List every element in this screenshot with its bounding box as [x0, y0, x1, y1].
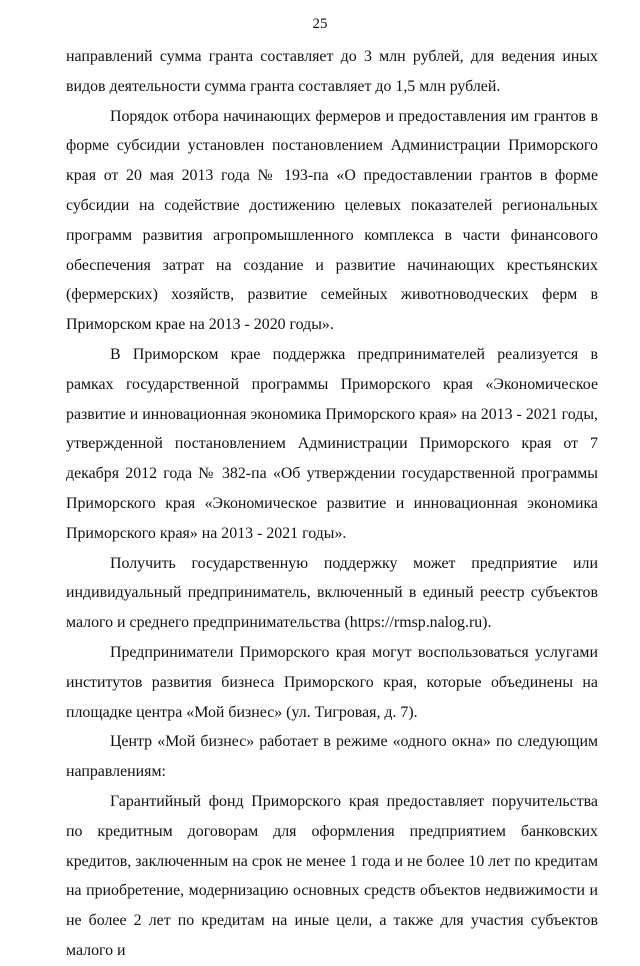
paragraph-business-institutes: Предприниматели Приморского края могут воспользоваться услугами институтов развития бизнеса Приморского края, которые объединены на площадке центра «Мой бизнес» (ул. Тигровая, д. 7). — [66, 643, 598, 721]
paragraph-guarantee-fund: Гарантийный фонд Приморского края предоставляет поручительства по кредитным договорам для оформления предприятием банковских кредитов, заключенным на срок не менее 1 года и не более 10 лет по кредитам на приобретение, модернизацию основных средств объектов недвижимости и не более 2 лет по кредитам на иные цели, а также для участия субъектов малого и — [66, 792, 598, 959]
paragraph-grant-amounts: направлений сумма гранта составляет до 3 млн рублей, для ведения иных видов деятельности сумма гранта составляет до 1,5 млн рублей. — [66, 48, 598, 95]
paragraph-farmer-selection: Порядок отбора начинающих фермеров и предоставления им грантов в форме субсидии установлен постановлением Администрации Приморского края от 20 мая 2013 года № 193-па «О предоставлении грантов в форме субсидии на содействие достижению целевых показателей региональных программ развития агропромышленного комплекса в части финансового обеспечения затрат на создание и развитие начинающих крестьянских (фермерских) хозяйств, развитие семейных животноводческих ферм в Приморском крае на 2013 - 2020 годы». — [66, 107, 598, 334]
paragraph-state-program: В Приморском крае поддержка предпринимателей реализуется в рамках государственной программы Приморского края «Экономическое развитие и инновационная экономика Приморского края» на 2013 - 2021 годы, утвержденной постановлением Администрации Приморского края от 7 декабря 2012 года № 382-па «Об утверждении государственной программы Приморского края «Экономическое развитие и инновационная экономика Приморского края» на 2013 - 2021 годы». — [66, 345, 598, 542]
page-number: 25 — [312, 16, 328, 32]
document-body — [66, 42, 598, 966]
paragraph-eligibility: Получить государственную поддержку может предприятие или индивидуальный предприниматель, включенный в единый реестр субъектов малого и среднего предпринимательства (https://rmsp.nalog.ru). — [66, 554, 598, 632]
paragraph-one-window: Центр «Мой бизнес» работает в режиме «одного окна» по следующим направлениям: — [66, 733, 598, 781]
